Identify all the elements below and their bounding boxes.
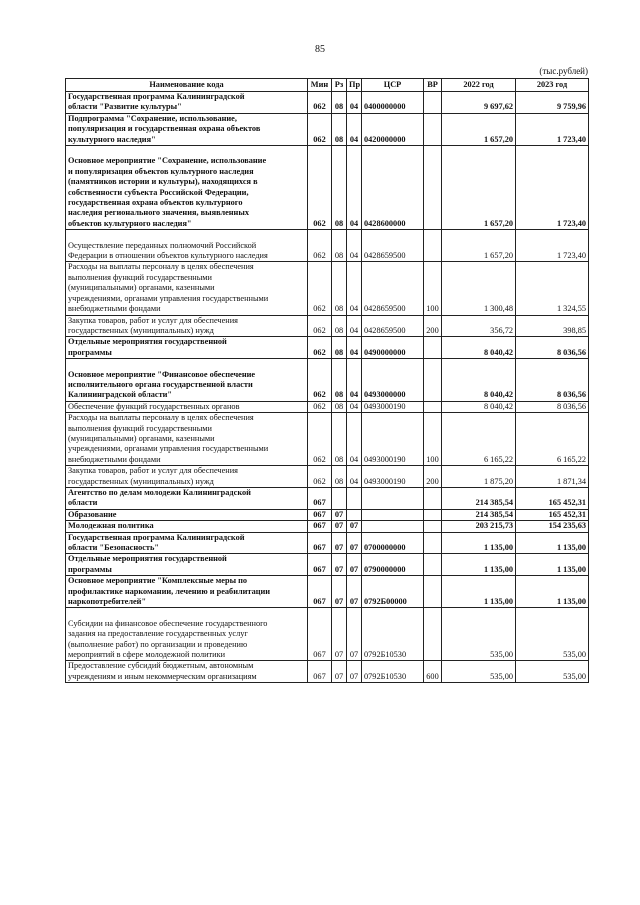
cell-2023: 1 324,55 (516, 262, 589, 315)
cell-rz: 08 (332, 230, 347, 262)
cell-min: 067 (308, 576, 332, 608)
cell-name-line (68, 608, 305, 618)
table-row (66, 608, 589, 661)
cell-name-line: области "Развитие культуры" (68, 102, 182, 112)
cell-rz (332, 487, 347, 509)
cell-name-line: объектов культурного наследия" (68, 218, 192, 228)
cell-name-line: внебюджетными фондами (68, 304, 161, 314)
table-row (66, 337, 589, 359)
cell-min: 067 (308, 608, 332, 661)
cell-min: 062 (308, 413, 332, 466)
cell-vr (424, 487, 442, 509)
cell-name-line: Федерации в отношении объектов культурного наследия (68, 251, 268, 261)
cell-vr: 100 (424, 262, 442, 315)
table-row (66, 401, 589, 412)
cell-name (66, 413, 308, 466)
cell-rz: 08 (332, 113, 347, 145)
cell-name (66, 554, 308, 576)
cell-pr: 04 (347, 401, 362, 412)
table-row (66, 359, 589, 402)
cell-name-line: Основное мероприятие "Сохранение, использование (68, 156, 267, 166)
cell-name-line (68, 230, 305, 240)
cell-rz: 07 (332, 576, 347, 608)
cell-2023: 535,00 (516, 661, 589, 683)
cell-2023: 1 135,00 (516, 576, 589, 608)
cell-2022: 214 385,54 (442, 487, 516, 509)
cell-name-line: профилактике наркомании, лечению и реабилитации (68, 586, 271, 596)
cell-vr: 100 (424, 413, 442, 466)
cell-rz: 08 (332, 466, 347, 488)
cell-csr: 0792Б10530 (362, 661, 424, 683)
cell-csr: 0428659500 (362, 230, 424, 262)
cell-name (66, 608, 308, 661)
cell-name-line: Образование (68, 509, 117, 519)
cell-rz: 07 (332, 608, 347, 661)
cell-2022: 6 165,22 (442, 413, 516, 466)
cell-rz: 08 (332, 337, 347, 359)
cell-2023: 8 036,56 (516, 401, 589, 412)
cell-csr: 0700000000 (362, 532, 424, 554)
table-row (66, 92, 589, 114)
table-row (66, 509, 589, 520)
cell-2023: 1 135,00 (516, 554, 589, 576)
cell-min: 062 (308, 92, 332, 114)
cell-name (66, 92, 308, 114)
cell-name-line: учреждениям и иным некоммерческим организациям (68, 671, 257, 681)
cell-name-line: собственности субъекта Российской Федерации, (68, 187, 249, 197)
cell-pr: 04 (347, 262, 362, 315)
cell-pr: 04 (347, 92, 362, 114)
header-2022: 2022 год (442, 79, 516, 92)
cell-name-line: Государственная программа Калининградской (68, 92, 245, 101)
cell-2023: 165 452,31 (516, 487, 589, 509)
cell-vr (424, 608, 442, 661)
cell-2022: 535,00 (442, 661, 516, 683)
cell-csr (362, 509, 424, 520)
cell-name-line: выполнения функций государственными (68, 423, 212, 433)
cell-2022: 214 385,54 (442, 509, 516, 520)
cell-name-line: Молодежная политика (68, 521, 154, 531)
cell-csr: 0490000000 (362, 337, 424, 359)
cell-rz: 08 (332, 359, 347, 402)
cell-pr: 04 (347, 113, 362, 145)
table-row (66, 576, 589, 608)
cell-name-line: области "Безопасность" (68, 543, 160, 553)
header-csr: ЦСР (362, 79, 424, 92)
cell-pr: 04 (347, 230, 362, 262)
cell-2023: 1 723,40 (516, 230, 589, 262)
cell-csr: 0792Б10530 (362, 608, 424, 661)
cell-name-line: программы (68, 564, 112, 574)
cell-name (66, 487, 308, 509)
cell-name (66, 532, 308, 554)
cell-vr (424, 509, 442, 520)
cell-csr: 0493000190 (362, 466, 424, 488)
cell-rz: 08 (332, 146, 347, 230)
cell-csr: 0428659500 (362, 262, 424, 315)
cell-pr: 07 (347, 521, 362, 532)
cell-min: 062 (308, 466, 332, 488)
cell-2022: 1 875,20 (442, 466, 516, 488)
table-row (66, 146, 589, 230)
cell-name-line: Осуществление переданных полномочий Российской (68, 240, 257, 250)
budget-table (65, 78, 589, 683)
cell-csr: 0428659500 (362, 315, 424, 337)
cell-min: 067 (308, 554, 332, 576)
cell-csr (362, 487, 424, 509)
cell-name-line: (памятников истории и культуры), находящихся в (68, 177, 258, 187)
cell-2022: 1 657,20 (442, 230, 516, 262)
cell-vr (424, 359, 442, 402)
cell-vr (424, 401, 442, 412)
cell-pr: 04 (347, 315, 362, 337)
cell-2022: 1 657,20 (442, 146, 516, 230)
cell-name (66, 315, 308, 337)
cell-2022: 535,00 (442, 608, 516, 661)
header-min: Мин (308, 79, 332, 92)
cell-vr (424, 532, 442, 554)
cell-rz: 07 (332, 509, 347, 520)
cell-name (66, 262, 308, 315)
cell-2023: 8 036,56 (516, 337, 589, 359)
cell-min: 067 (308, 521, 332, 532)
table-row (66, 230, 589, 262)
cell-min: 067 (308, 509, 332, 520)
cell-pr (347, 487, 362, 509)
cell-name-line: культурного наследия" (68, 134, 156, 144)
cell-csr (362, 521, 424, 532)
cell-name (66, 230, 308, 262)
cell-pr (347, 509, 362, 520)
cell-rz: 08 (332, 401, 347, 412)
cell-csr: 0400000000 (362, 92, 424, 114)
header-2023: 2023 год (516, 79, 589, 92)
cell-rz: 07 (332, 521, 347, 532)
cell-min: 062 (308, 359, 332, 402)
cell-name-line: Калининградской области" (68, 390, 173, 400)
cell-name (66, 466, 308, 488)
cell-rz: 08 (332, 92, 347, 114)
cell-name (66, 113, 308, 145)
cell-min: 067 (308, 661, 332, 683)
cell-2022: 203 215,73 (442, 521, 516, 532)
cell-pr: 07 (347, 532, 362, 554)
cell-2023: 6 165,22 (516, 413, 589, 466)
cell-pr: 04 (347, 359, 362, 402)
cell-pr: 07 (347, 608, 362, 661)
table-row (66, 521, 589, 532)
cell-pr: 04 (347, 413, 362, 466)
table-row (66, 262, 589, 315)
cell-name-line: Основное мероприятие "Комплексные меры по (68, 576, 248, 586)
cell-name-line: учреждениями, органами управления государственными (68, 444, 269, 454)
cell-name (66, 509, 308, 520)
table-row (66, 532, 589, 554)
cell-csr: 0493000190 (362, 401, 424, 412)
cell-min: 062 (308, 337, 332, 359)
units-label: (тыс.рублей) (539, 66, 588, 76)
cell-name (66, 146, 308, 230)
cell-2022: 1 135,00 (442, 554, 516, 576)
cell-csr: 0420000000 (362, 113, 424, 145)
cell-rz: 07 (332, 554, 347, 576)
cell-vr (424, 576, 442, 608)
cell-name-line: (выполнение работ) по организации и проведению (68, 639, 248, 649)
cell-name-line: Закупка товаров, работ и услуг для обеспечения (68, 315, 238, 325)
cell-vr (424, 521, 442, 532)
cell-name-line: Расходы на выплаты персоналу в целях обеспечения (68, 262, 254, 272)
cell-rz: 08 (332, 315, 347, 337)
cell-name-line: (муниципальными) органами, казенными (68, 433, 215, 443)
cell-name (66, 337, 308, 359)
cell-rz: 08 (332, 413, 347, 466)
header-rz: Рз (332, 79, 347, 92)
cell-pr: 07 (347, 661, 362, 683)
cell-vr: 200 (424, 315, 442, 337)
header-pr: Пр (347, 79, 362, 92)
cell-vr (424, 113, 442, 145)
cell-min: 062 (308, 146, 332, 230)
cell-2022: 1 135,00 (442, 532, 516, 554)
cell-name (66, 521, 308, 532)
cell-name-line: программы (68, 347, 112, 357)
cell-2022: 1 657,20 (442, 113, 516, 145)
cell-vr (424, 92, 442, 114)
cell-2023: 1 871,34 (516, 466, 589, 488)
cell-2022: 356,72 (442, 315, 516, 337)
cell-2023: 398,85 (516, 315, 589, 337)
cell-name-line: (муниципальными) органами, казенными (68, 283, 215, 293)
header-name: Наименование кода (66, 79, 308, 92)
cell-name-line: государственных (муниципальных) нужд (68, 325, 214, 335)
page-number: 85 (315, 44, 325, 55)
cell-min: 062 (308, 401, 332, 412)
cell-min: 067 (308, 487, 332, 509)
cell-csr: 0428600000 (362, 146, 424, 230)
cell-2022: 8 040,42 (442, 337, 516, 359)
cell-name-line: внебюджетными фондами (68, 454, 161, 464)
cell-name-line: наследия регионального значения, выявленных (68, 208, 249, 218)
table-header-row (66, 79, 589, 92)
cell-name-line: задания на предоставление государственных услуг (68, 629, 248, 639)
cell-name-line: государственных (муниципальных) нужд (68, 476, 214, 486)
cell-name-line: Основное мероприятие "Финансовое обеспечение (68, 369, 256, 379)
cell-name-line (68, 359, 305, 369)
cell-pr: 04 (347, 337, 362, 359)
cell-name (66, 576, 308, 608)
cell-csr: 0792Б00000 (362, 576, 424, 608)
cell-vr: 200 (424, 466, 442, 488)
cell-min: 062 (308, 230, 332, 262)
cell-min: 062 (308, 262, 332, 315)
cell-name-line: выполнения функций государственными (68, 272, 212, 282)
cell-2022: 1 135,00 (442, 576, 516, 608)
cell-vr (424, 337, 442, 359)
table-row (66, 554, 589, 576)
cell-pr: 07 (347, 554, 362, 576)
cell-vr (424, 230, 442, 262)
cell-name-line: исполнительного органа государственной власти (68, 379, 253, 389)
cell-rz: 08 (332, 262, 347, 315)
cell-rz: 07 (332, 532, 347, 554)
cell-2023: 8 036,56 (516, 359, 589, 402)
cell-csr: 0493000000 (362, 359, 424, 402)
cell-vr (424, 146, 442, 230)
header-vr: ВР (424, 79, 442, 92)
cell-min: 062 (308, 113, 332, 145)
table-row (66, 315, 589, 337)
cell-2023: 9 759,96 (516, 92, 589, 114)
table-row (66, 466, 589, 488)
cell-vr (424, 554, 442, 576)
cell-pr: 04 (347, 466, 362, 488)
cell-name-line (68, 146, 305, 156)
table-row (66, 113, 589, 145)
cell-name (66, 661, 308, 683)
cell-2022: 8 040,42 (442, 401, 516, 412)
cell-csr: 0790000000 (362, 554, 424, 576)
table-row (66, 661, 589, 683)
cell-name-line: государственная охрана объектов культурного (68, 198, 243, 208)
cell-name-line: области (68, 498, 98, 508)
table-row (66, 487, 589, 509)
cell-name-line: Подпрограмма "Сохранение, использование, (68, 113, 237, 123)
cell-name-line: учреждениями, органами управления государственными (68, 293, 269, 303)
cell-name-line: Отдельные мероприятия государственной (68, 554, 227, 564)
cell-pr: 07 (347, 576, 362, 608)
cell-name (66, 359, 308, 402)
cell-name-line: Агентство по делам молодежи Калининградской (68, 487, 251, 497)
cell-name-line: Субсидии на финансовое обеспечение государственного (68, 618, 268, 628)
table-row (66, 413, 589, 466)
cell-name-line: популяризация и государственная охрана объектов (68, 124, 261, 134)
cell-name-line: Предоставление субсидий бюджетным, автономным (68, 661, 254, 671)
cell-pr: 04 (347, 146, 362, 230)
cell-2022: 9 697,62 (442, 92, 516, 114)
cell-name-line: Закупка товаров, работ и услуг для обеспечения (68, 466, 238, 476)
cell-name-line: Государственная программа Калининградской (68, 532, 245, 542)
cell-vr: 600 (424, 661, 442, 683)
cell-name (66, 401, 308, 412)
cell-name-line: и популяризация объектов культурного наследия (68, 166, 254, 176)
cell-name-line: Отдельные мероприятия государственной (68, 337, 227, 347)
cell-2023: 154 235,63 (516, 521, 589, 532)
cell-min: 067 (308, 532, 332, 554)
cell-rz: 07 (332, 661, 347, 683)
cell-csr: 0493000190 (362, 413, 424, 466)
cell-2023: 535,00 (516, 608, 589, 661)
cell-name-line: наркопотребителей" (68, 597, 147, 607)
cell-2023: 1 723,40 (516, 113, 589, 145)
cell-2023: 165 452,31 (516, 509, 589, 520)
cell-name-line: Обеспечение функций государственных органов (68, 401, 240, 411)
cell-2022: 1 300,48 (442, 262, 516, 315)
cell-2022: 8 040,42 (442, 359, 516, 402)
cell-2023: 1 723,40 (516, 146, 589, 230)
cell-2023: 1 135,00 (516, 532, 589, 554)
cell-min: 062 (308, 315, 332, 337)
cell-name-line: Расходы на выплаты персоналу в целях обеспечения (68, 413, 254, 423)
cell-name-line: мероприятий в сфере молодежной политики (68, 650, 226, 660)
